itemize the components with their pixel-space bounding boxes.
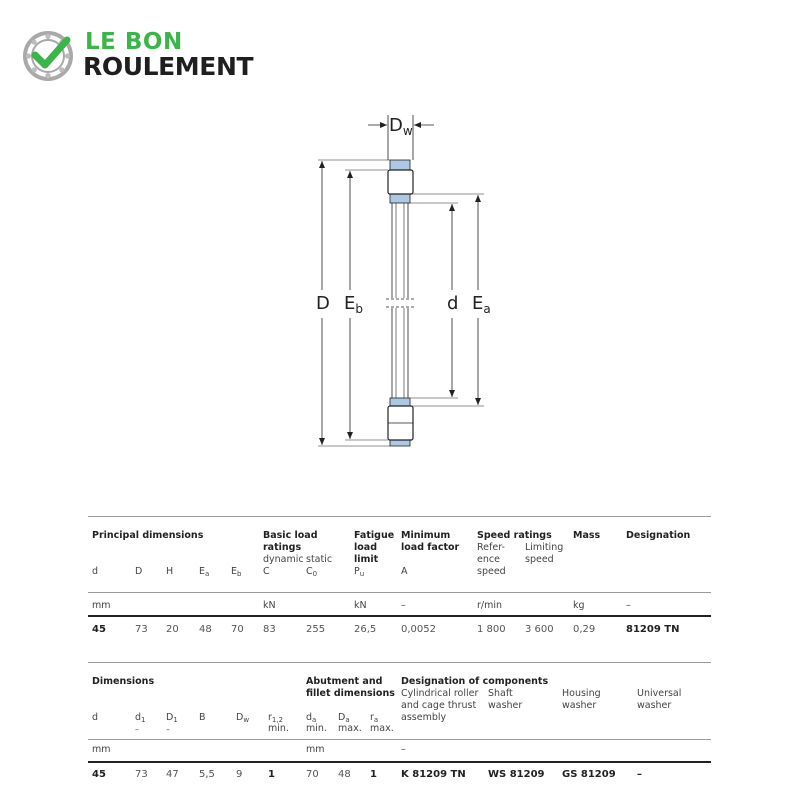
logo-text-bottom: ROULEMENT (83, 52, 254, 81)
header-lim-speed-2: speed (525, 554, 554, 565)
header-basic-load-2: ratings (263, 542, 302, 553)
cell-D1: 47 (166, 769, 179, 780)
cell-Eb: 70 (231, 624, 244, 635)
dim-label-bore-diameter: d (447, 293, 459, 314)
unit-dash-min-load: – (401, 600, 406, 611)
header-cyl-2: and cage thrust (401, 700, 477, 711)
header-principal-dimensions: Principal dimensions (92, 530, 204, 541)
brand-logo (22, 28, 302, 84)
cell-Ea: 48 (199, 624, 212, 635)
table-header-rule (88, 739, 711, 740)
symbol-d: d (92, 566, 99, 577)
header-housing-2: washer (562, 700, 597, 711)
header-cyl-1: Cylindrical roller (401, 688, 479, 699)
header-static: static (306, 554, 333, 565)
unit-rmin: r/min (477, 600, 503, 611)
symbol-d1: $d_1$ – (135, 712, 146, 734)
symbol-D1: $D_1$ – (166, 712, 178, 734)
header-minimum-load-2: load factor (401, 542, 460, 553)
header-universal-1: Universal (637, 688, 682, 699)
table-top-rule (88, 662, 711, 663)
symbol-Pu: $P_u$ (354, 566, 365, 578)
header-ref-speed-1: Refer- (477, 542, 505, 553)
note-ra-max: max. (370, 723, 394, 734)
unit-kn-load: kN (263, 600, 276, 611)
cell-d: 45 (92, 769, 106, 780)
header-shaft-1: Shaft (488, 688, 513, 699)
symbol-Ea: $E_a$ (199, 566, 210, 578)
symbol-Dw: $D_w$ (236, 712, 250, 724)
cell-designation: 81209 TN (626, 624, 680, 635)
cell-Dw: 9 (236, 769, 243, 780)
cell-C: 83 (263, 624, 276, 635)
header-speed-ratings: Speed ratings (477, 530, 552, 541)
symbol-C0: $C_0$ (306, 566, 318, 578)
cell-C0: 255 (306, 624, 326, 635)
cell-cylindrical-assembly: K 81209 TN (401, 769, 466, 780)
header-universal-2: washer (637, 700, 672, 711)
dim-label-eb: $E_b$ (344, 293, 363, 316)
cell-H: 20 (166, 624, 179, 635)
note-r12-min: min. (268, 723, 289, 734)
cell-B: 5,5 (199, 769, 215, 780)
cell-r12: 1 (268, 769, 275, 780)
dim-label-ea: $E_a$ (472, 293, 491, 316)
cross-section-svg (300, 105, 500, 455)
unit-dash-components: – (401, 744, 406, 755)
bearing-check-icon (22, 28, 78, 84)
symbol-Da: $D_a$ (338, 712, 350, 724)
header-mass: Mass (573, 530, 601, 541)
header-abutment-2: fillet dimensions (306, 688, 395, 699)
header-shaft-2: washer (488, 700, 523, 711)
header-housing-1: Housing (562, 688, 601, 699)
symbol-B: B (199, 712, 206, 723)
cell-A: 0,0052 (401, 624, 436, 635)
symbol-Eb: $E_b$ (231, 566, 242, 578)
symbol-ra: $r_a$ (370, 712, 379, 724)
header-components: Designation of components (401, 676, 549, 687)
cell-mass: 0,29 (573, 624, 596, 635)
header-lim-speed-1: Limiting (525, 542, 564, 553)
table-top-rule (88, 516, 711, 517)
symbol-A: A (401, 566, 408, 577)
header-fatigue-1: Fatigue (354, 530, 395, 541)
header-abutment-1: Abutment and (306, 676, 383, 687)
table-units-rule (88, 615, 711, 617)
header-cyl-3: assembly (401, 712, 447, 723)
header-designation: Designation (626, 530, 691, 541)
cell-da: 70 (306, 769, 319, 780)
header-dynamic: dynamic (263, 554, 304, 565)
symbol-H: H (166, 566, 174, 577)
components-table (88, 662, 711, 787)
note-Da-max: max. (338, 723, 362, 734)
cell-d1: 73 (135, 769, 148, 780)
header-ref-speed-3: speed (477, 566, 506, 577)
table-header-rule (88, 592, 711, 593)
unit-kg: kg (573, 600, 585, 611)
cell-ref-speed: 1 800 (477, 624, 506, 635)
cell-Da: 48 (338, 769, 351, 780)
header-fatigue-3: limit (354, 554, 379, 565)
symbol-da: $d_a$ (306, 712, 317, 724)
unit-mm: mm (92, 600, 111, 611)
header-fatigue-2: load (354, 542, 377, 553)
symbol-d: d (92, 712, 99, 723)
cell-lim-speed: 3 600 (525, 624, 554, 635)
symbol-D: D (135, 566, 143, 577)
symbol-r12: $r_{1,2}$ (268, 712, 284, 724)
bearing-section-drawing (300, 105, 500, 455)
note-da-min: min. (306, 723, 327, 734)
unit-mm-dimensions: mm (92, 744, 111, 755)
cell-D: 73 (135, 624, 148, 635)
symbol-C: C (263, 566, 270, 577)
dim-label-outer-diameter: D (316, 293, 330, 314)
table-units-rule (88, 761, 711, 763)
cell-Pu: 26,5 (354, 624, 377, 635)
unit-kn-fatigue: kN (354, 600, 367, 611)
bearing-data-table (88, 516, 711, 646)
header-basic-load-1: Basic load (263, 530, 318, 541)
header-dimensions: Dimensions (92, 676, 155, 687)
cell-ra: 1 (370, 769, 377, 780)
unit-mm-abutment: mm (306, 744, 325, 755)
cell-shaft-washer: WS 81209 (488, 769, 545, 780)
header-minimum-load-1: Minimum (401, 530, 451, 541)
dim-label-dw: $D_w$ (389, 115, 413, 138)
unit-dash-designation: – (626, 600, 631, 611)
cell-d: 45 (92, 624, 106, 635)
logo-text-top: LE BON (85, 29, 183, 55)
header-ref-speed-2: ence (477, 554, 500, 565)
cell-housing-washer: GS 81209 (562, 769, 616, 780)
cell-universal-washer: – (637, 769, 642, 780)
